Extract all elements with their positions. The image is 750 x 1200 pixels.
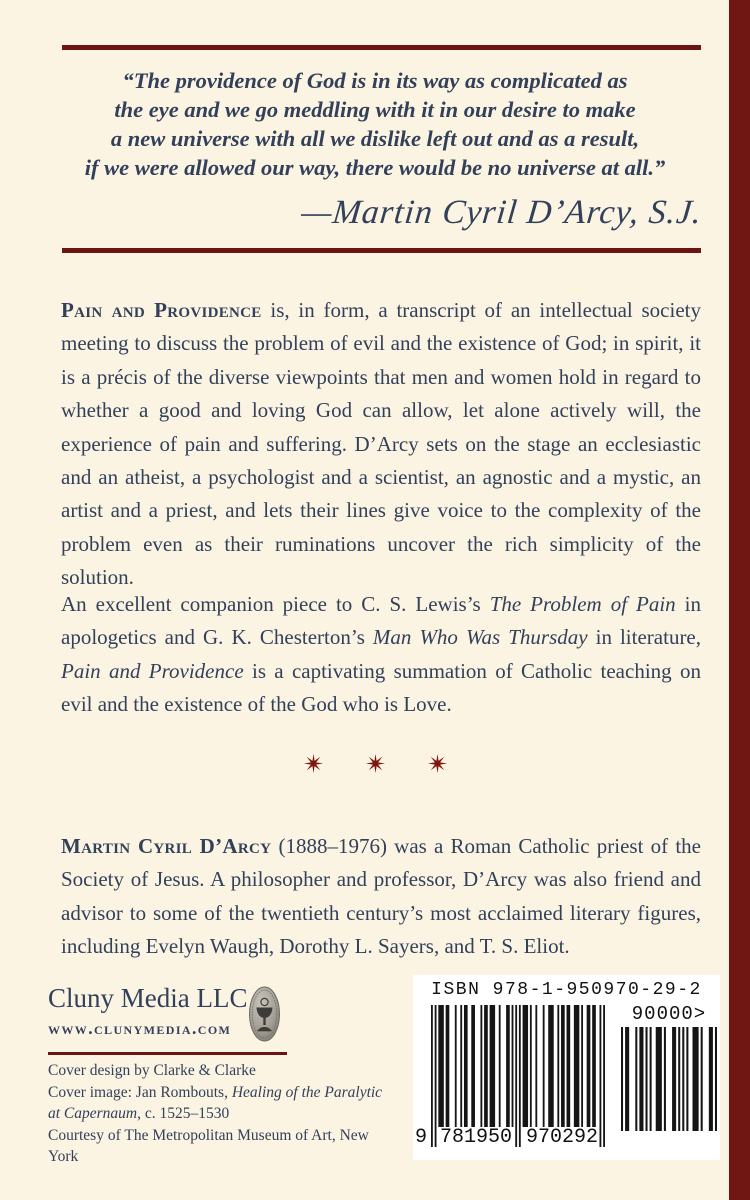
barcode-supplement-label: 90000>: [631, 1003, 707, 1025]
credit-image-line: Cover image: Jan Rombouts, Healing of the Paralytic: [48, 1083, 383, 1101]
chalice-medallion-icon: [249, 986, 280, 1042]
publisher-name: Cluny Media LLC: [48, 983, 248, 1013]
synopsis-paragraph-1: Pain and Providence is, in form, a transcript of an intellectual society meeting to discuss the problem of evil and the existence of God; in spirit, it is a précis of the diverse viewpoints that men and women hold in regard to whether a good and loving God can allow, let alone actively will, the experience of pain and suffering. D’Arcy sets on the stage an ecclesiastic and an atheist, a psychologist and a scientist, an agnostic and a mystic, an artist and a priest, and lets their lines give voice to the complexity of the problem even as their ruminations uncover the rich simplicity of the solution.: [61, 298, 701, 590]
quote-divider-rule: [62, 248, 701, 253]
author-bio: Martin Cyril D’Arcy (1888–1976) was a Roman Catholic priest of the Society of Jesus. A philosopher and professor, D’Arcy was also friend and advisor to some of the twentieth century’s most acclaimed literary figures, including Evelyn Waugh, Dorothy L. Sayers, and T. S. Eliot.: [61, 834, 701, 959]
publisher-website: www.clunymedia.com: [48, 1018, 232, 1038]
credits-block: [48, 1060, 398, 1168]
ean-digit-group: 9: [414, 1126, 427, 1149]
top-divider-rule: [62, 45, 701, 50]
barcode-box: [413, 975, 720, 1160]
credits-divider-rule: [48, 1052, 287, 1055]
quote-line: “The providence of God is in its way as complicated as: [122, 68, 628, 93]
section-separator: [0, 753, 750, 774]
pull-quote: [45, 66, 705, 182]
isbn-label: ISBN 978-1-950970-29-2: [431, 980, 702, 1000]
ean-digit-group: 781950: [439, 1126, 512, 1149]
ean-digit-group: 970292: [525, 1126, 598, 1149]
asterisk-star-icon: [365, 753, 386, 774]
asterisk-star-icon: [427, 753, 448, 774]
credit-image-line-2: at Capernaum, c. 1525–1530: [48, 1105, 230, 1122]
quote-line: the eye and we go meddling with it in our desire to make: [114, 97, 636, 122]
ean5-supplement-barcode: [621, 1027, 717, 1131]
synopsis-paragraph-2: An excellent companion piece to C. S. Lewis’s The Problem of Pain in apologetics and G. K. Chesterton’s Man Who Was Thursday in literature, Pain and Providence is a captivating summation of Catholic teaching on evil and the existence of the God who is Love.: [61, 592, 702, 717]
quote-line: a new universe with all we dislike left out and as a result,: [110, 126, 640, 151]
quote-line: if we were allowed our way, there would be no universe at all.”: [84, 155, 666, 180]
quote-attribution: —Martin Cyril D’Arcy, S.J.: [299, 194, 704, 231]
asterisk-star-icon: [303, 753, 324, 774]
credit-courtesy-line: Courtesy of The Metropolitan Museum of Art, New York: [48, 1126, 369, 1165]
spine-stripe: [729, 0, 750, 1200]
credit-design-line: Cover design by Clarke & Clarke: [48, 1062, 256, 1079]
